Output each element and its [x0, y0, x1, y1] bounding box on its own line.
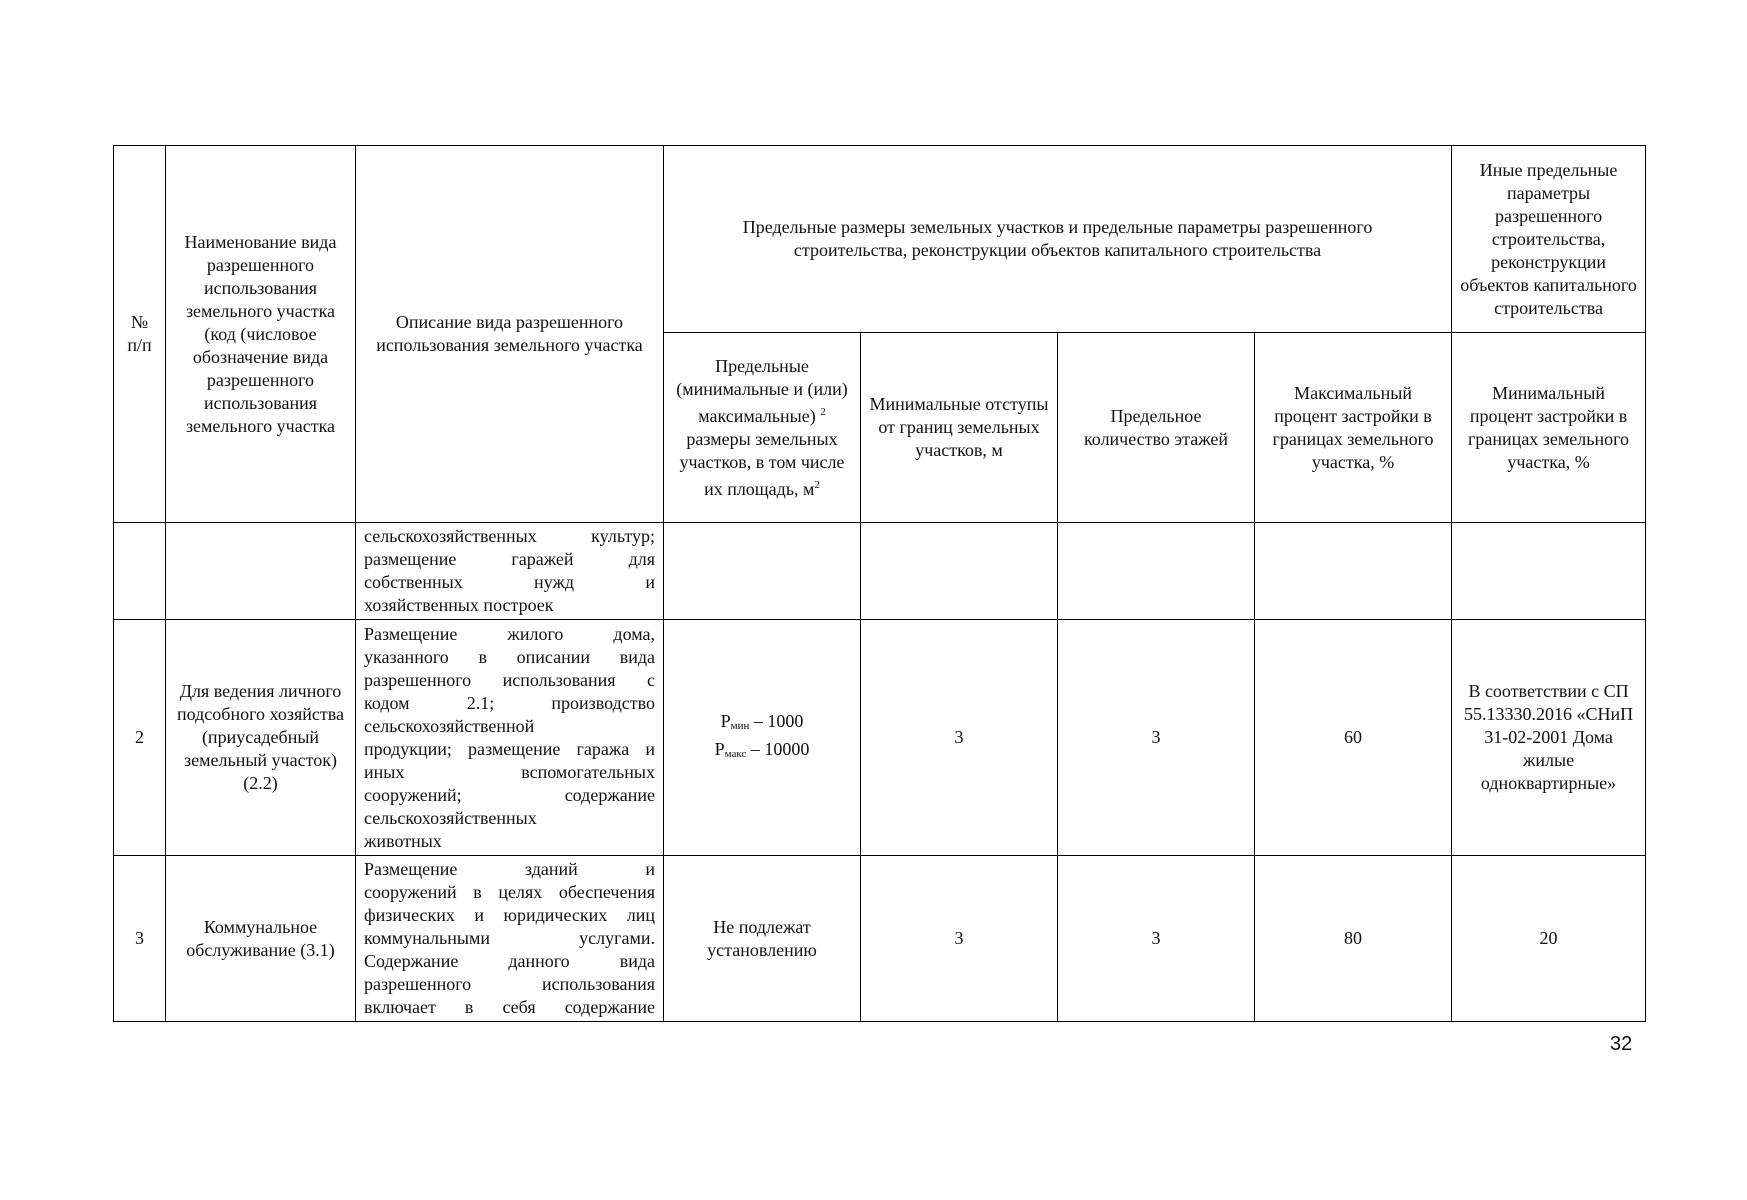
header-min-pct: Минимальный процент застройки в границах земельного участка, %: [1452, 333, 1646, 523]
table-row: [114, 523, 1646, 620]
cell-size: [664, 523, 861, 620]
description-line: сельскохозяйственной: [364, 715, 535, 736]
table-row: [114, 856, 1646, 1022]
description-line: сельскохозяйственных: [364, 807, 537, 828]
header-size-footnote: 2: [820, 405, 826, 418]
cell-description: [356, 523, 664, 620]
cell-min-pct: В соответствии с СП 55.13330.2016 «СНиП 31-02-2001 Дома жилые одноквартирные»: [1452, 620, 1646, 856]
cell-name: Для ведения личного подсобного хозяйства (приусадебный земельный участок) (2.2): [166, 620, 356, 856]
cell-max-pct: 60: [1255, 620, 1452, 856]
description-line: хозяйственных построек: [364, 595, 554, 615]
header-size-text: Предельные (минимальные и (или) максимальные): [676, 355, 848, 426]
description-line: разрешенного использования: [364, 974, 655, 994]
header-num-sign: №: [130, 312, 149, 332]
cell-min-pct: 20: [1452, 856, 1646, 1022]
header-other-group: Иные предельные параметры разрешенного строительства, реконструкции объектов капитального строительства: [1452, 146, 1646, 333]
description-line: коммунальными услугами.: [364, 928, 655, 948]
description-line: иных вспомогательных: [364, 761, 655, 782]
cell-floors: 3: [1058, 856, 1255, 1022]
cell-setback: 3: [861, 856, 1058, 1022]
description-line: разрешенного использования с: [364, 669, 655, 690]
description-line: сооружений; содержание: [364, 784, 655, 805]
header-size-unit-sup: 2: [814, 478, 820, 491]
cell-num: 2: [114, 620, 166, 856]
header-size-rest: размеры земельных участков, в том числе их площадь, м: [679, 428, 845, 499]
size-min-sub: мин: [730, 719, 750, 732]
size-max-label: Р: [714, 738, 725, 759]
description-line: продукции; размещение гаража и: [364, 738, 655, 759]
description-line: указанного в описании вида: [364, 646, 655, 667]
cell-size: [664, 620, 861, 856]
description-line: собственных нужд и: [364, 572, 655, 592]
cell-description: [356, 856, 664, 1022]
cell-num: 3: [114, 856, 166, 1022]
cell-size: Не подлежат установлению: [664, 856, 861, 1022]
description-line: сельскохозяйственных культур;: [364, 526, 655, 546]
description-line: кодом 2.1; производство: [364, 692, 655, 713]
header-size: [664, 333, 861, 523]
header-name: Наименование вида разрешенного использования земельного участка (код (числовое обозначение вида разрешенного использования земельного участка: [166, 146, 356, 523]
cell-min-pct: [1452, 523, 1646, 620]
cell-setback: [861, 523, 1058, 620]
size-max-sub: макс: [724, 747, 747, 760]
header-num-pp: п/п: [127, 335, 152, 355]
cell-floors: [1058, 523, 1255, 620]
table-row: [114, 620, 1646, 856]
description-line: включает в себя содержание: [364, 997, 655, 1017]
cell-floors: 3: [1058, 620, 1255, 856]
size-min-label: Р: [720, 710, 731, 731]
header-num: [114, 146, 166, 523]
size-max-value: – 10000: [746, 738, 810, 759]
description-line: сооружений в целях обеспечения: [364, 882, 655, 902]
cell-name: Коммунальное обслуживание (3.1): [166, 856, 356, 1022]
header-max-pct: Максимальный процент застройки в границах земельного участка, %: [1255, 333, 1452, 523]
cell-description: [356, 620, 664, 856]
description-line: физических и юридических лиц: [364, 905, 655, 925]
description-line: Размещение жилого дома,: [364, 623, 655, 644]
description-line: размещение гаражей для: [364, 549, 655, 569]
description-line: Содержание данного вида: [364, 951, 655, 971]
page-number: 32: [1610, 1033, 1633, 1055]
header-limits-group: Предельные размеры земельных участков и предельные параметры разрешенного строительства, реконструкции объектов капитального строительства: [664, 146, 1452, 333]
cell-name: [166, 523, 356, 620]
cell-num: [114, 523, 166, 620]
header-floors: Предельное количество этажей: [1058, 333, 1255, 523]
cell-max-pct: 80: [1255, 856, 1452, 1022]
size-min-value: – 1000: [749, 710, 804, 731]
cell-max-pct: [1255, 523, 1452, 620]
land-use-table: [113, 145, 1646, 1022]
cell-setback: 3: [861, 620, 1058, 856]
description-line: Размещение зданий и: [364, 859, 655, 879]
header-setback: Минимальные отступы от границ земельных участков, м: [861, 333, 1058, 523]
header-description: Описание вида разрешенного использования земельного участка: [356, 146, 664, 523]
description-line: животных: [364, 830, 442, 851]
